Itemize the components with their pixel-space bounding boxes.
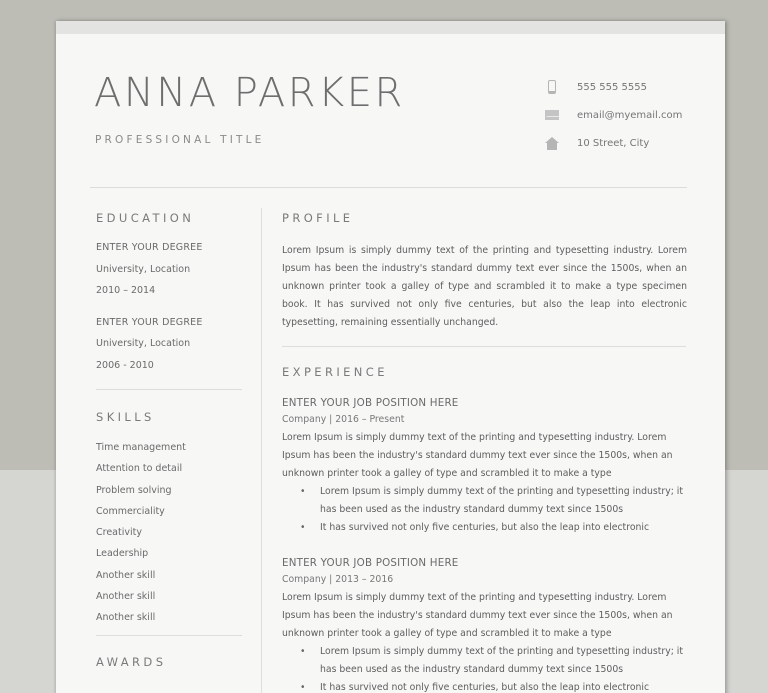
skill-item: Leadership [96,548,149,560]
sidebar-column [96,211,242,671]
mail-icon [545,110,559,120]
skill-item: Commerciality [96,505,165,517]
school: University, Location [96,263,191,275]
bullet-item: • Lorem Ipsum is simply dummy text of the printing and typesetting industry; it has been used as the industry standard dummy text since 1500s [320,483,687,519]
job-bullets [282,643,687,693]
skill-item: Creativity [96,527,142,539]
education-heading: EDUCATION [96,211,195,225]
section-divider [96,635,242,636]
bullet-item: • It has survived not only five centuries, but also the leap into electronic [320,519,687,537]
degree: ENTER YOUR DEGREE [96,242,203,253]
page-top-band [56,21,725,34]
header-divider [90,187,687,188]
awards-heading: AWARDS [96,654,167,669]
degree: ENTER YOUR DEGREE [96,316,203,328]
job-position: ENTER YOUR JOB POSITION HERE [282,557,459,569]
contact-phone [542,73,682,101]
school: University, Location [96,338,191,349]
skill-item: Another skill [96,569,156,581]
job-meta: Company | 2013 – 2016 [282,574,394,585]
contact-info [542,73,682,157]
bullet-item: • It has survived not only five centuries, but also the leap into electronic [320,679,687,693]
education-item [96,316,242,381]
job-description: Lorem Ipsum is simply dummy text of the printing and typesetting industry. Lorem Ipsum has been the industry's standard dummy text ever since the 1500s, when an unknown printer took a galley of type and scrambled it to make a type [282,592,673,639]
job-entry [282,555,687,693]
profile-text: Lorem Ipsum is simply dummy text of the printing and typesetting industry. Lorem Ipsum has been the industry's standard dummy text ever since the 1500s, when an unknown printer took a galley of type and scrambled it to make a type specimen book. It has survived not only five centuries, but also the leap into electronic typesetting, remaining essentially unchanged. [282,245,687,328]
job-entry [282,395,687,537]
experience-heading: EXPERIENCE [282,365,388,379]
contact-address [542,129,682,157]
skill-item: Attention to detail [96,463,183,475]
job-position: ENTER YOUR JOB POSITION HERE [282,397,459,409]
professional-title: PROFESSIONAL TITLE [95,134,265,146]
section-divider [282,346,686,347]
address-text: 10 Street, City [577,137,650,149]
contact-email [542,101,682,129]
skills-list [96,441,242,633]
email-text: email@myemail.com [577,109,683,121]
main-column [282,211,687,693]
job-bullets [282,483,687,537]
job-description: Lorem Ipsum is simply dummy text of the printing and typesetting industry. Lorem Ipsum has been the industry's standard dummy text ever since the 1500s, when an unknown printer took a galley of type and scrambled it to make a type [282,432,673,479]
profile-heading: PROFILE [282,211,354,225]
section-divider [96,389,242,390]
skill-item: Problem solving [96,484,172,496]
skill-item: Another skill [96,591,156,603]
candidate-name: ANNA PARKER [94,70,405,116]
home-icon [545,137,559,150]
education-item [96,241,242,306]
years: 2006 - 2010 [96,359,154,371]
phone-text: 555 555 5555 [577,81,647,93]
column-divider [261,208,262,693]
skill-item: Time management [96,442,186,453]
skill-item: Another skill [96,612,156,624]
skills-heading: SKILLS [96,410,155,424]
bullet-item: • Lorem Ipsum is simply dummy text of the printing and typesetting industry; it has been used as the industry standard dummy text since 1500s [320,643,687,679]
resume-page [56,21,725,693]
phone-icon [548,80,556,94]
job-meta: Company | 2016 – Present [282,414,405,425]
years: 2010 – 2014 [96,285,156,296]
